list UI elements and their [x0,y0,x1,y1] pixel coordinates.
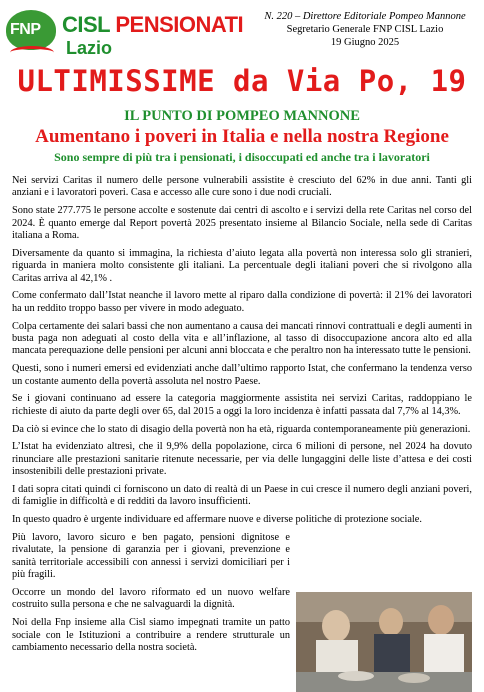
fnp-logo [6,10,56,50]
paragraph: Sono state 277.775 le persone accolte e sostenute dai centri di ascolto e i servizi della rete Caritas nel corso del 2024. È quanto emerge dal Report povertà 2025 presentato insieme al Bilancio Sociale, nella sede di Caritas italiana a Roma. [12,205,472,242]
paragraph: Se i giovani continuano ad essere la categoria maggiormente assistita nei servizi Caritas, raddoppiano le richieste di aiuto da parte degli over 65, dal 2015 a oggi la loro incidenza è infatti passata dal 7,7% al 14,3%. [12,393,472,417]
article-body [12,175,472,660]
fnp-logo-text: FNP [10,21,41,38]
article-headline: Aumentano i poveri in Italia e nella nostra Regione [35,126,449,147]
soup-kitchen-photo [296,592,472,692]
paragraph: Come confermato dall’Istat neanche il lavoro mette al riparo dalla condizione di povertà: il 21% dei lavoratori ha un reddito troppo basso per vivere in modo adeguato. [12,290,472,314]
paragraph: Occorre un mondo del lavoro riformato ed un nuovo welfare costruito sulla persona e che ne salvaguardi la dignità. [12,587,290,611]
paragraph: Più lavoro, lavoro sicuro e ben pagato, pensioni dignitose e rivalutate, la pensione di garanzia per i giovani, prevenzione e sanità territoriale accessibili con annessi i servizi domiciliari per i più fragili. [12,532,290,581]
org-pensionati: PENSIONATI [115,12,244,37]
paragraph: In questo quadro è urgente individuare ed affermare nuove e diverse politiche di protezione sociale. [12,514,422,526]
org-region: Lazio [66,38,113,58]
column-kicker: IL PUNTO DI POMPEO MANNONE [124,108,360,124]
banner-title: ULTIMISSIME da Via Po, 19 [17,64,467,98]
issue-line: N. 220 – Direttore Editoriale Pompeo Mannone [264,11,466,22]
article-subhead: Sono sempre di più tra i pensionati, i disoccupati ed anche tra i lavoratori [54,150,430,164]
paragraph: Noi della Fnp insieme alla Cisl siamo impegnati tramite un patto sociale con le Istituzioni a contribuire a rendere strutturale un cambiamento necessario della nostra società. [12,617,290,654]
issue-date: 19 Giugno 2025 [330,37,400,48]
logo-swoosh-icon [10,46,54,59]
paragraph: L’Istat ha evidenziato altresì, che il 9,9% della popolazione, circa 6 milioni di persone, nel 2024 ha dovuto rinunciare alle prestazioni sanitarie ritenute necessarie, per via delle lungaggini delle liste d’attesa e dei costi insostenibili delle prestazioni private. [12,441,472,478]
org-name [62,12,243,38]
paragraph: Nei servizi Caritas il numero delle persone vulnerabili assistite è cresciuto del 62% in due anni. Tanti gli anziani e i lavoratori poveri. Casa e accesso alle cure sono i due nodi cruciali. [12,175,472,199]
paragraph: I dati sopra citati quindi ci forniscono un dato di realtà di un Paese in cui cresce il numero degli anziani poveri, di famiglie in difficoltà e di redditi da lavoro insufficienti. [12,484,472,508]
issue-meta [260,10,470,49]
secretary-line: Segretario Generale FNP CISL Lazio [286,24,444,35]
photo-illustration [296,592,472,692]
paragraph: Diversamente da quanto si immagina, la richiesta d’aiuto legata alla povertà non interessa solo gli stranieri, riguarda in maniera molto consistente gli italiani. La percentuale degli italiani poveri che si rivolgono alla Caritas arriva al 42,1% . [12,247,472,284]
org-cisl: CISL [62,12,110,37]
masthead [0,0,484,66]
paragraph: Da ciò si evince che lo stato di disagio della povertà non ha età, riguarda contemporaneamente più generazioni. [12,423,471,435]
paragraph: Questi, sono i numeri emersi ed evidenziati anche dall’ultimo rapporto Istat, che confermano la tendenza verso un costante aumento della povertà assoluta nel nostro Paese. [12,363,472,387]
paragraph: Colpa certamente dei salari bassi che non aumentano a causa dei mancati rinnovi contrattuali e degli aumenti in busta paga non adeguati al costo della vita e all’inflazione, al tasso di disoccupazione ancora alto ed alla mancata perequazione delle pensioni per alcuni anni bloccata e che peraltro non ha interessato tutte le pensioni. [12,320,472,357]
